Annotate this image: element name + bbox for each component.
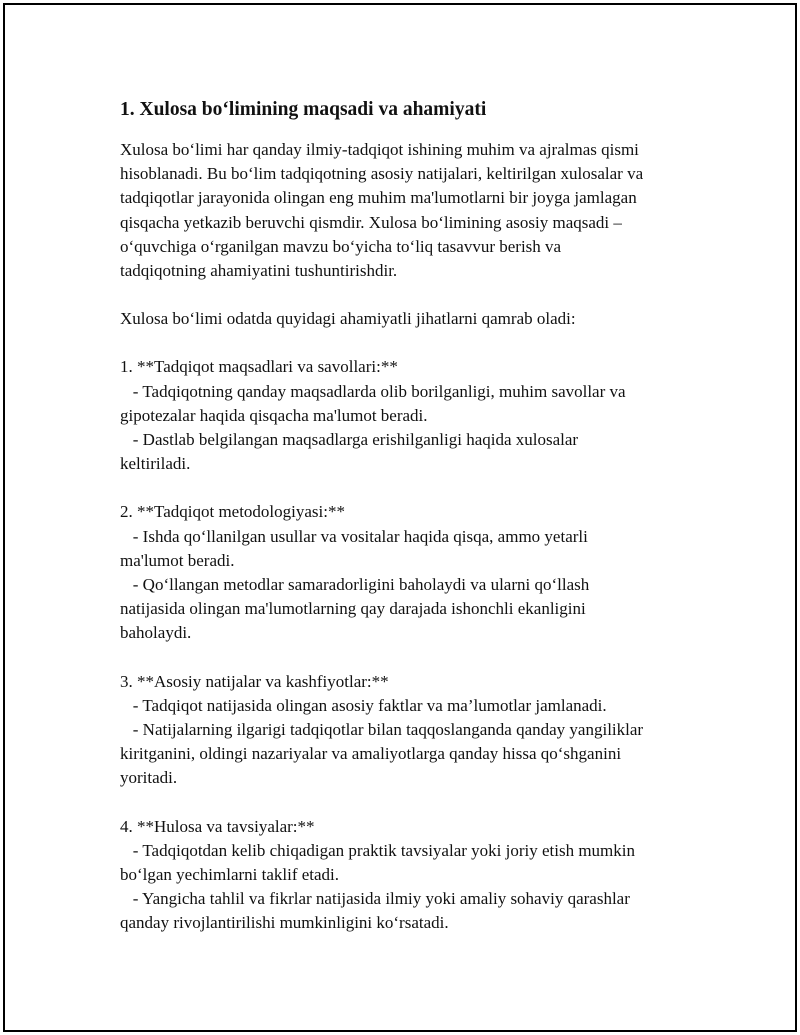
document-content (120, 96, 700, 936)
lead-paragraph: Xulosa bo‘limi odatda quyidagi ahamiyatli jihatlarni qamrab oladi: (120, 309, 576, 329)
intro-paragraph: Xulosa bo‘limi har qanday ilmiy-tadqiqot ishining muhim va ajralmas qismi hisoblanadi. Bu bo‘lim tadqiqotning asosiy natijalari, keltirilgan xulosalar va tadqiqotlar jarayonida olingan eng muhim ma'lumotlarni bir joyga jamlagan qisqacha yetkazib beruvchi qismdir. Xulosa bo‘limining asosiy maqsadi – o‘quvchiga o‘rganilgan mavzu bo‘yicha to‘liq tasavvur berish va tadqiqotning ahamiyatini tushuntirishdir. (120, 140, 644, 281)
list-item-heading: 1. **Tadqiqot maqsadlari va savollari:** (120, 357, 398, 377)
list-item-heading: 4. **Hulosa va tavsiyalar:** (120, 816, 315, 836)
list-item-body: - Ishda qo‘llanilgan usullar va vositalar haqida qisqa, ammo yetarli ma'lumot beradi. - Qo‘llangan metodlar samaradorligini baholaydi va ularni qo‘llash natijasida olingan ma'lumotlarning qay darajada ishonchli ekanligini baholaydi. (120, 526, 590, 643)
list-item-body: - Tadqiqotning qanday maqsadlarda olib borilganligi, muhim savollar va gipotezalar haqida qisqacha ma'lumot beradi. - Dastlab belgilangan maqsadlarga erishilganligi haqida xulosalar keltiriladi. (120, 381, 626, 474)
list-item (120, 670, 700, 791)
list-item (120, 355, 700, 476)
list-item (120, 815, 700, 936)
list-item-body: - Tadqiqotdan kelib chiqadigan praktik tavsiyalar yoki joriy etish mumkin bo‘lgan yechimlarni taklif etadi. - Yangicha tahlil va fikrlar natijasida ilmiy yoki amaliy sohaviy qarashlar qanday rivojlantirilishi mumkinligini ko‘rsatadi. (120, 840, 636, 933)
list-item-body: - Tadqiqot natijasida olingan asosiy faktlar va ma’lumotlar jamlanadi. - Natijalarning ilgarigi tadqiqotlar bilan taqqoslanganda qanday yangiliklar kiritganini, oldingi nazariyalar va amaliyotlarga qanday hissa qo‘shganini yoritadi. (120, 695, 644, 788)
list-item-heading: 3. **Asosiy natijalar va kashfiyotlar:** (120, 671, 389, 691)
list-item (120, 500, 700, 645)
document-page (3, 3, 797, 1032)
section-title: 1. Xulosa bo‘limining maqsadi va ahamiyati (120, 99, 487, 120)
list-item-heading: 2. **Tadqiqot metodologiyasi:** (120, 502, 345, 522)
